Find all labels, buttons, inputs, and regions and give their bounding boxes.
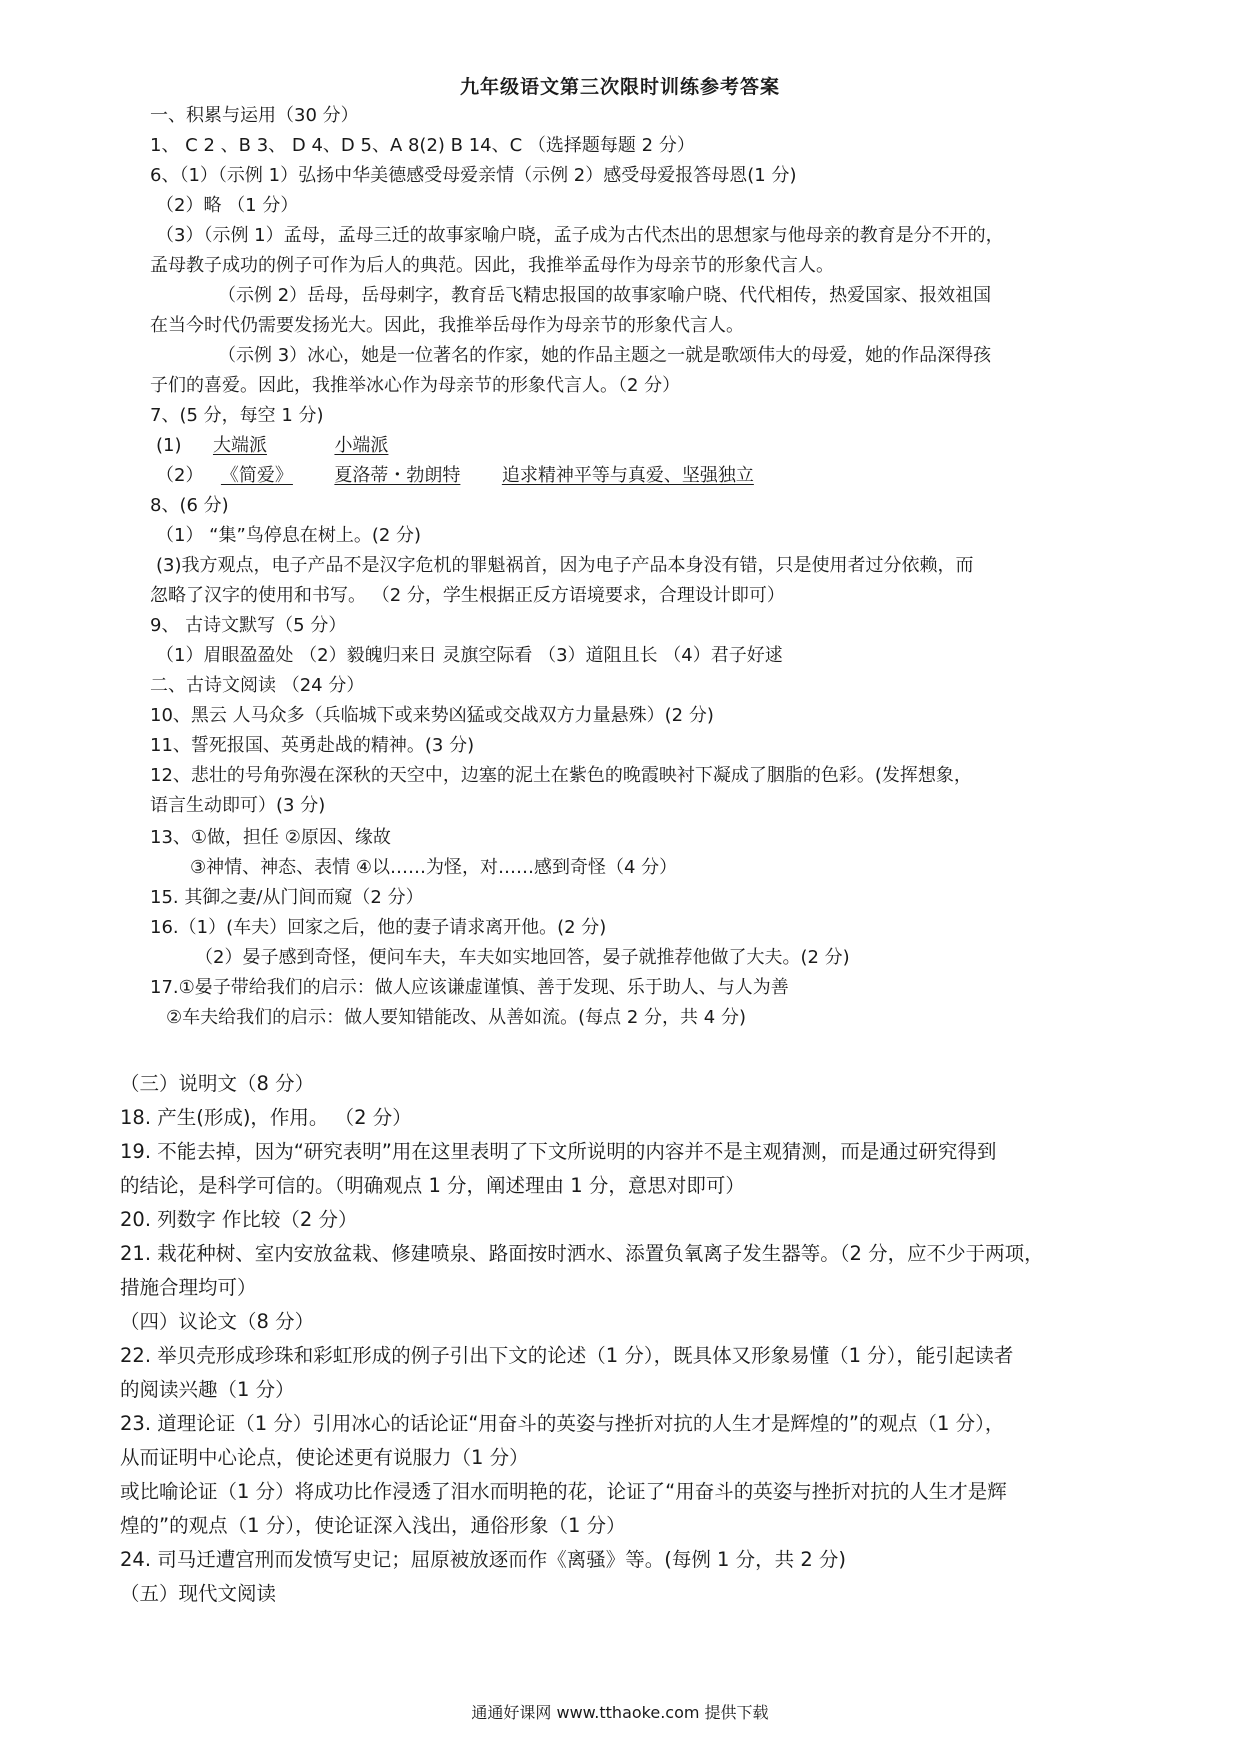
q7-row1 (156, 434, 388, 458)
text-line: 10、黑云 人马众多（兵临城下或来势凶猛或交战双方力量悬殊）(2 分) (150, 705, 714, 726)
text-line: （1） “集”鸟停息在树上。(2 分) (156, 525, 422, 546)
text-line: 21. 栽花种树、室内安放盆栽、修建喷泉、路面按时洒水、添置负氧离子发生器等。（2 分，应不少于两项， (120, 1242, 1044, 1265)
page-footer: 通通好课网 www.tthaoke.com 提供下载 (471, 1703, 769, 1722)
text-line: （1）眉眼盈盈处 （2）毅魄归来日 灵旗空际看 （3）道阻且长 （4）君子好逑 (156, 645, 783, 666)
text-line: 的阅读兴趣（1 分） (120, 1378, 295, 1401)
text-line: 8、(6 分) (150, 495, 229, 516)
text-line: ②车夫给我们的启示：做人要知错能改、从善如流。(每点 2 分，共 4 分) (166, 1007, 746, 1028)
text-line: 23. 道理论证（1 分）引用冰心的话论证“用奋斗的英姿与挫折对抗的人生才是辉煌的”的观点（1 分）， (120, 1412, 1005, 1435)
text-line: （2）略 （1 分） (156, 195, 299, 216)
text-line: 18. 产生(形成)，作用。 （2 分） (120, 1106, 412, 1129)
text-line: 在当今时代仍需要发扬光大。因此，我推举岳母作为母亲节的形象代言人。 (150, 315, 744, 336)
text-line: 从而证明中心论点，使论述更有说服力（1 分） (120, 1446, 529, 1469)
text-line: 16.（1）(车夫）回家之后，他的妻子请求离开他。(2 分) (150, 917, 607, 938)
text-line: （示例 2）岳母，岳母刺字，教育岳飞精忠报国的故事家喻户晓、代代相传，热爱国家、报效祖国 (218, 285, 992, 306)
text-line: ③神情、神态、表情 ④以……为怪，对……感到奇怪（4 分） (190, 857, 678, 878)
section-heading: （五）现代文阅读 (120, 1582, 277, 1605)
q7-row2-label: （2） (156, 465, 204, 486)
text-line: 12、悲壮的号角弥漫在深秋的天空中，边塞的泥土在紫色的晚霞映衬下凝成了胭脂的色彩。(发挥想象， (150, 765, 972, 786)
text-line: 或比喻论证（1 分）将成功比作浸透了泪水而明艳的花，论证了“用奋斗的英姿与挫折对抗的人生才是辉 (120, 1480, 1007, 1503)
text-line: 语言生动即可）(3 分) (150, 795, 326, 816)
text-line: （示例 3）冰心，她是一位著名的作家，她的作品主题之一就是歌颂伟大的母爱，她的作品深得孩 (218, 345, 992, 366)
q7-answer-5: 追求精神平等与真爱、坚强独立 (501, 465, 754, 486)
text-line: 22. 举贝壳形成珍珠和彩虹形成的例子引出下文的论述（1 分），既具体又形象易懂（1 分），能引起读者 (120, 1344, 1014, 1367)
text-line: 煌的”的观点（1 分），使论证深入浅出，通俗形象（1 分） (120, 1514, 626, 1537)
q7-answer-3: 《简爱》 (220, 465, 293, 486)
text-line: (3)我方观点，电子产品不是汉字危机的罪魁祸首，因为电子产品本身没有错，只是使用者过分依赖，而 (156, 555, 974, 576)
text-line: （2）晏子感到奇怪，便问车夫，车夫如实地回答，晏子就推荐他做了大夫。(2 分) (195, 947, 850, 968)
text-line: 11、誓死报国、英勇赴战的精神。(3 分) (150, 735, 475, 756)
q7-row1-label: (1) (156, 435, 182, 456)
text-line: 一、积累与运用（30 分） (150, 105, 359, 126)
text-line: 忽略了汉字的使用和书写。 （2 分，学生根据正反方语境要求，合理设计即可） (150, 585, 785, 606)
text-line: 13、①做，担任 ②原因、缘故 (150, 827, 391, 848)
text-line: 24. 司马迁遭宫刑而发愤写史记；屈原被放逐而作《离骚》等。(每例 1 分，共 2 分) (120, 1548, 847, 1571)
text-line: 20. 列数字 作比较（2 分） (120, 1208, 358, 1231)
text-line: 的结论，是科学可信的。（明确观点 1 分，阐述理由 1 分，意思对即可） (120, 1174, 745, 1197)
text-line: 孟母教子成功的例子可作为后人的典范。因此，我推举孟母作为母亲节的形象代言人。 (150, 255, 834, 276)
text-line: 19. 不能去掉，因为“研究表明”用在这里表明了下文所说明的内容并不是主观猜测，而是通过研究得到 (120, 1140, 997, 1163)
text-line: 子们的喜爱。因此，我推举冰心作为母亲节的形象代言人。（2 分） (150, 375, 681, 396)
text-line: 15. 其御之妻/从门间而窥（2 分） (150, 887, 424, 908)
text-line: 6、（1）（示例 1）弘扬中华美德感受母爱亲情（示例 2）感受母爱报答母恩(1 分) (150, 165, 797, 186)
q7-answer-2: 小端派 (334, 435, 389, 456)
document-title: 九年级语文第三次限时训练参考答案 (459, 76, 780, 98)
text-line: （3）（示例 1）孟母，孟母三迁的故事家喻户晓，孟子成为古代杰出的思想家与他母亲的教育是分不开的， (156, 225, 1004, 246)
text-line: 1、 C 2 、B 3、 D 4、D 5、A 8(2) B 14、C （选择题每题 2 分） (150, 135, 695, 156)
text-line: 二、古诗文阅读 （24 分） (150, 675, 365, 696)
text-line: 7、(5 分，每空 1 分) (150, 405, 324, 426)
q7-row2 (156, 464, 754, 488)
text-line: 措施合理均可） (120, 1276, 257, 1299)
q7-answer-1: 大端派 (212, 435, 267, 456)
section-heading: （四）议论文（8 分） (120, 1310, 315, 1333)
q7-answer-4: 夏洛蒂・勃朗特 (334, 465, 461, 486)
text-line: 17.①晏子带给我们的启示：做人应该谦虚谨慎、善于发现、乐于助人、与人为善 (150, 977, 789, 998)
section-heading: （三）说明文（8 分） (120, 1072, 315, 1095)
text-line: 9、 古诗文默写（5 分） (150, 615, 347, 636)
